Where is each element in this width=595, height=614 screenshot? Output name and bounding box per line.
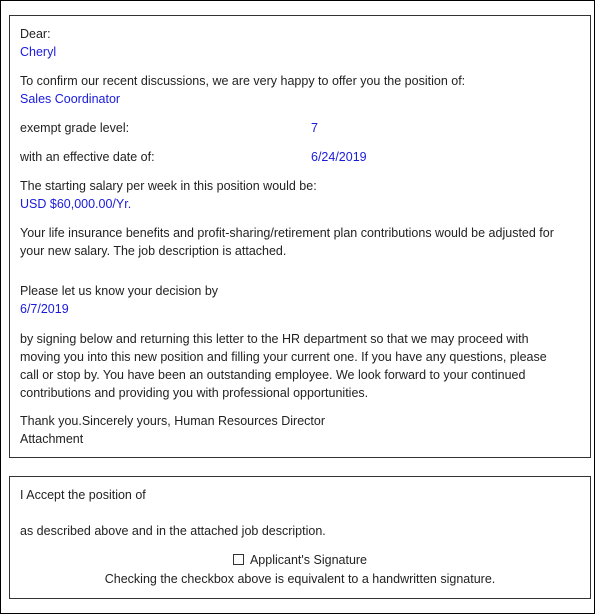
position-value: Sales Coordinator (20, 92, 121, 106)
offer-letter-panel (9, 15, 591, 458)
recipient-name: Cheryl (20, 45, 57, 59)
grade-value: 7 (311, 121, 318, 135)
signing-line-2: moving you into this new position and filling your current one. If you have any questions, please (20, 350, 547, 364)
benefits-line-2: your new salary. The job description is attached. (20, 244, 287, 258)
attachment-text: Attachment (20, 432, 84, 446)
described-text: as described above and in the attached job description. (20, 524, 326, 538)
decision-date: 6/7/2019 (20, 302, 69, 316)
salary-label: The starting salary per week in this position would be: (20, 179, 317, 193)
accept-text: I Accept the position of (20, 488, 146, 502)
signature-checkbox[interactable] (233, 554, 244, 565)
decision-label: Please let us know your decision by (20, 284, 219, 298)
effective-date-value: 6/24/2019 (311, 150, 367, 164)
salutation: Dear: (20, 27, 51, 41)
signature-label: Applicant's Signature (249, 553, 368, 567)
acceptance-panel (9, 476, 591, 599)
signing-line-1: by signing below and returning this letter to the HR department so that we may proceed with (20, 332, 529, 346)
signature-row (10, 551, 590, 569)
grade-label: exempt grade level: (20, 121, 130, 135)
benefits-line-1: Your life insurance benefits and profit-sharing/retirement plan contributions would be adjusted for (20, 226, 554, 240)
effective-date-label: with an effective date of: (20, 150, 155, 164)
signing-line-4: contributions and providing you with professional opportunities. (20, 386, 369, 400)
salary-value: USD $60,000.00/Yr. (20, 197, 132, 211)
signature-note: Checking the checkbox above is equivalent to a handwritten signature. (104, 572, 496, 586)
closing-text: Thank you.Sincerely yours, Human Resources Director (20, 414, 325, 428)
signing-line-3: call or stop by. You have been an outstanding employee. We look forward to your continued (20, 368, 526, 382)
intro-text: To confirm our recent discussions, we are very happy to offer you the position of: (20, 74, 466, 88)
